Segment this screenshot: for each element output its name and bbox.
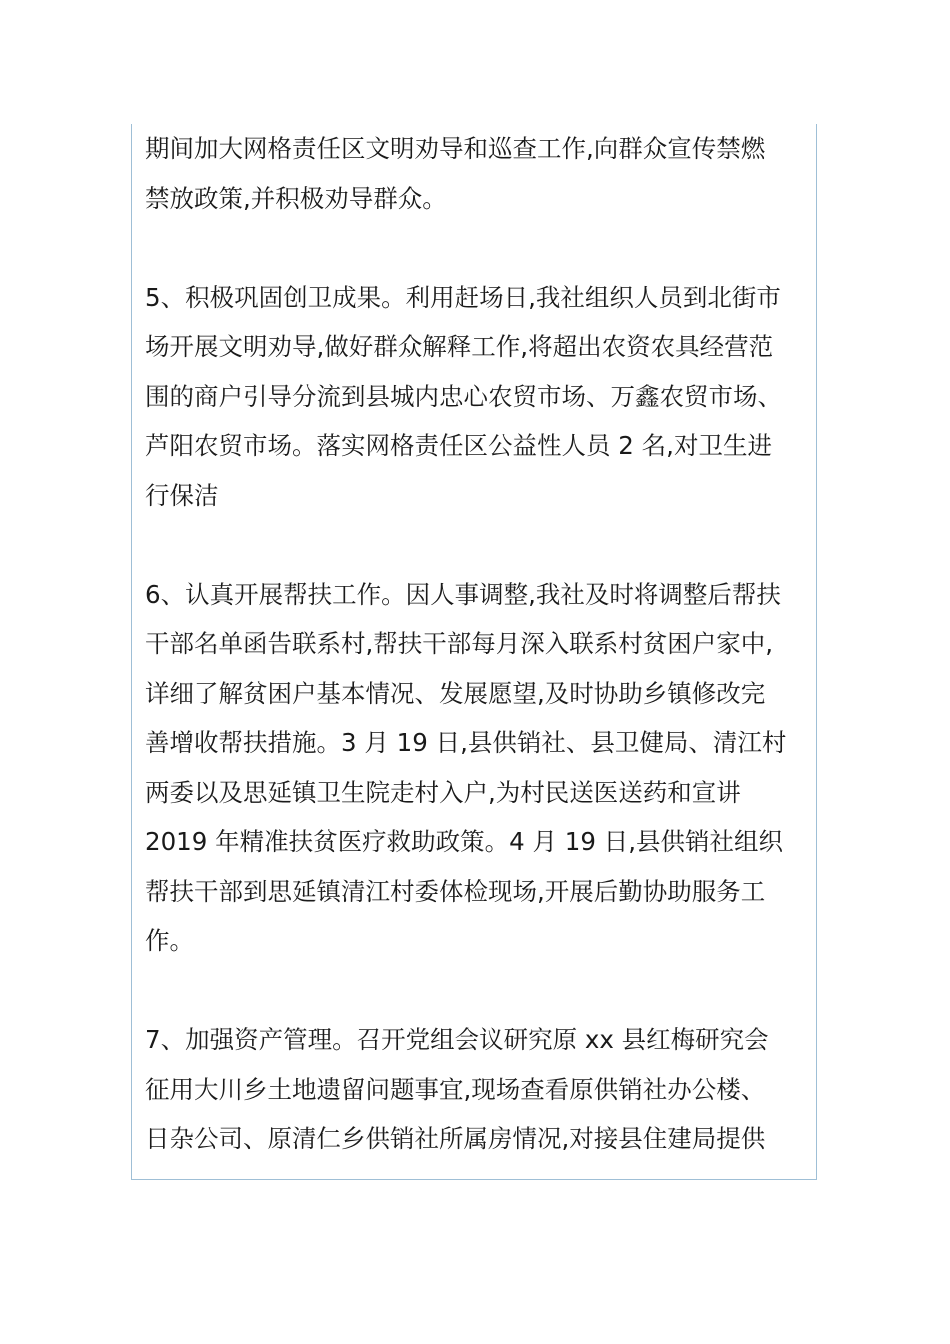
paragraph-intro-continuation <box>145 124 809 223</box>
paragraph-spacer <box>145 520 809 570</box>
text-line: 5、积极巩固创卫成果。利用赶场日,我社组织人员到北街市 <box>145 282 781 312</box>
text-line: 期间加大网格责任区文明劝导和巡查工作,向群众宣传禁燃 <box>145 134 766 163</box>
text-line: 日杂公司、原清仁乡供销社所属房情况,对接县住建局提供 <box>145 1124 766 1153</box>
text-line: 7、加强资产管理。召开党组会议研究原 xx 县红梅研究会 <box>145 1025 769 1054</box>
text-line: 善增收帮扶措施。3 月 19 日,县供销社、县卫健局、清江村 <box>145 728 787 757</box>
text-line: 围的商户引导分流到县城内忠心农贸市场、万鑫农贸市场、 <box>145 381 782 411</box>
paragraph-item-5 <box>145 273 809 521</box>
text-line: 2019 年精准扶贫医疗救助政策。4 月 19 日,县供销社组织 <box>145 827 784 856</box>
paragraph-item-7 <box>145 1015 809 1164</box>
text-line: 干部名单函告联系村,帮扶干部每月深入联系村贫困户家中, <box>145 629 774 658</box>
text-line: 行保洁 <box>145 480 219 510</box>
text-line: 场开展文明劝导,做好群众解释工作,将超出农资农具经营范 <box>145 332 774 361</box>
document-body <box>145 124 809 1164</box>
paragraph-item-6 <box>145 570 809 966</box>
text-line: 帮扶干部到思延镇清江村委体检现场,开展后勤协助服务工 <box>145 876 766 906</box>
text-line: 芦阳农贸市场。落实网格责任区公益性人员 2 名,对卫生进 <box>145 431 772 460</box>
text-line: 征用大川乡土地遗留问题事宜,现场查看原供销社办公楼、 <box>145 1074 766 1104</box>
paragraph-spacer <box>145 223 809 273</box>
text-line: 两委以及思延镇卫生院走村入户,为村民送医送药和宣讲 <box>145 777 741 807</box>
text-line: 详细了解贫困户基本情况、发展愿望,及时协助乡镇修改完 <box>145 678 766 708</box>
text-line: 作。 <box>145 926 194 955</box>
text-line: 禁放政策,并积极劝导群众。 <box>145 183 447 213</box>
text-line: 6、认真开展帮扶工作。因人事调整,我社及时将调整后帮扶 <box>145 579 781 609</box>
paragraph-spacer <box>145 966 809 1016</box>
